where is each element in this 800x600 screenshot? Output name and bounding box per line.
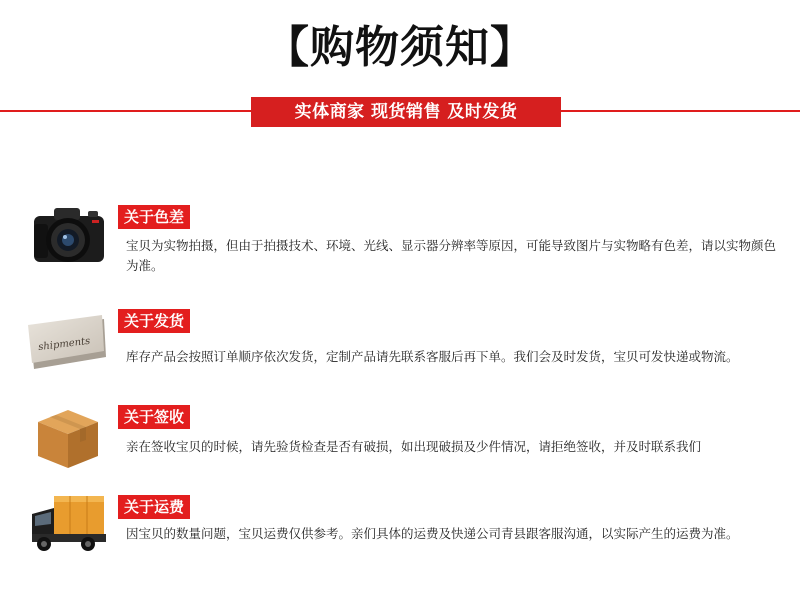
header-banner: 实体商家 现货销售 及时发货 [251, 97, 561, 127]
text-signing: 亲在签收宝贝的时候，请先验货检查是否有破损，如出现破损及少件情况，请拒绝签收，并及时联系我们 [126, 439, 702, 454]
text-shipping: 库存产品会按照订单顺序依次发货，定制产品请先联系客服后再下单。我们会及时发货，宝贝可发快递或物流。 [126, 349, 739, 364]
truck-icon [24, 488, 110, 558]
heading-shipping-fee: 关于运费 [118, 495, 190, 519]
heading-color-difference: 关于色差 [118, 205, 190, 229]
camera-icon [24, 202, 110, 272]
page-title: 【购物须知】 [265, 22, 535, 73]
shipments-card-label: shipments [37, 335, 91, 354]
heading-signing: 关于签收 [118, 405, 190, 429]
text-color-difference: 宝贝为实物拍摄，但由于拍摄技术、环境、光线、显示器分辨率等原因，可能导致图片与实物略有色差，请以实物颜色为准。 [126, 238, 777, 273]
box-icon [24, 402, 110, 472]
heading-shipping: 关于发货 [118, 309, 190, 333]
text-shipping-fee: 因宝贝的数量问题，宝贝运费仅供参考。亲们具体的运费及快递公司青县跟客服沟通，以实际产生的运费为准。 [126, 526, 739, 541]
shipments-card-icon [24, 307, 110, 377]
